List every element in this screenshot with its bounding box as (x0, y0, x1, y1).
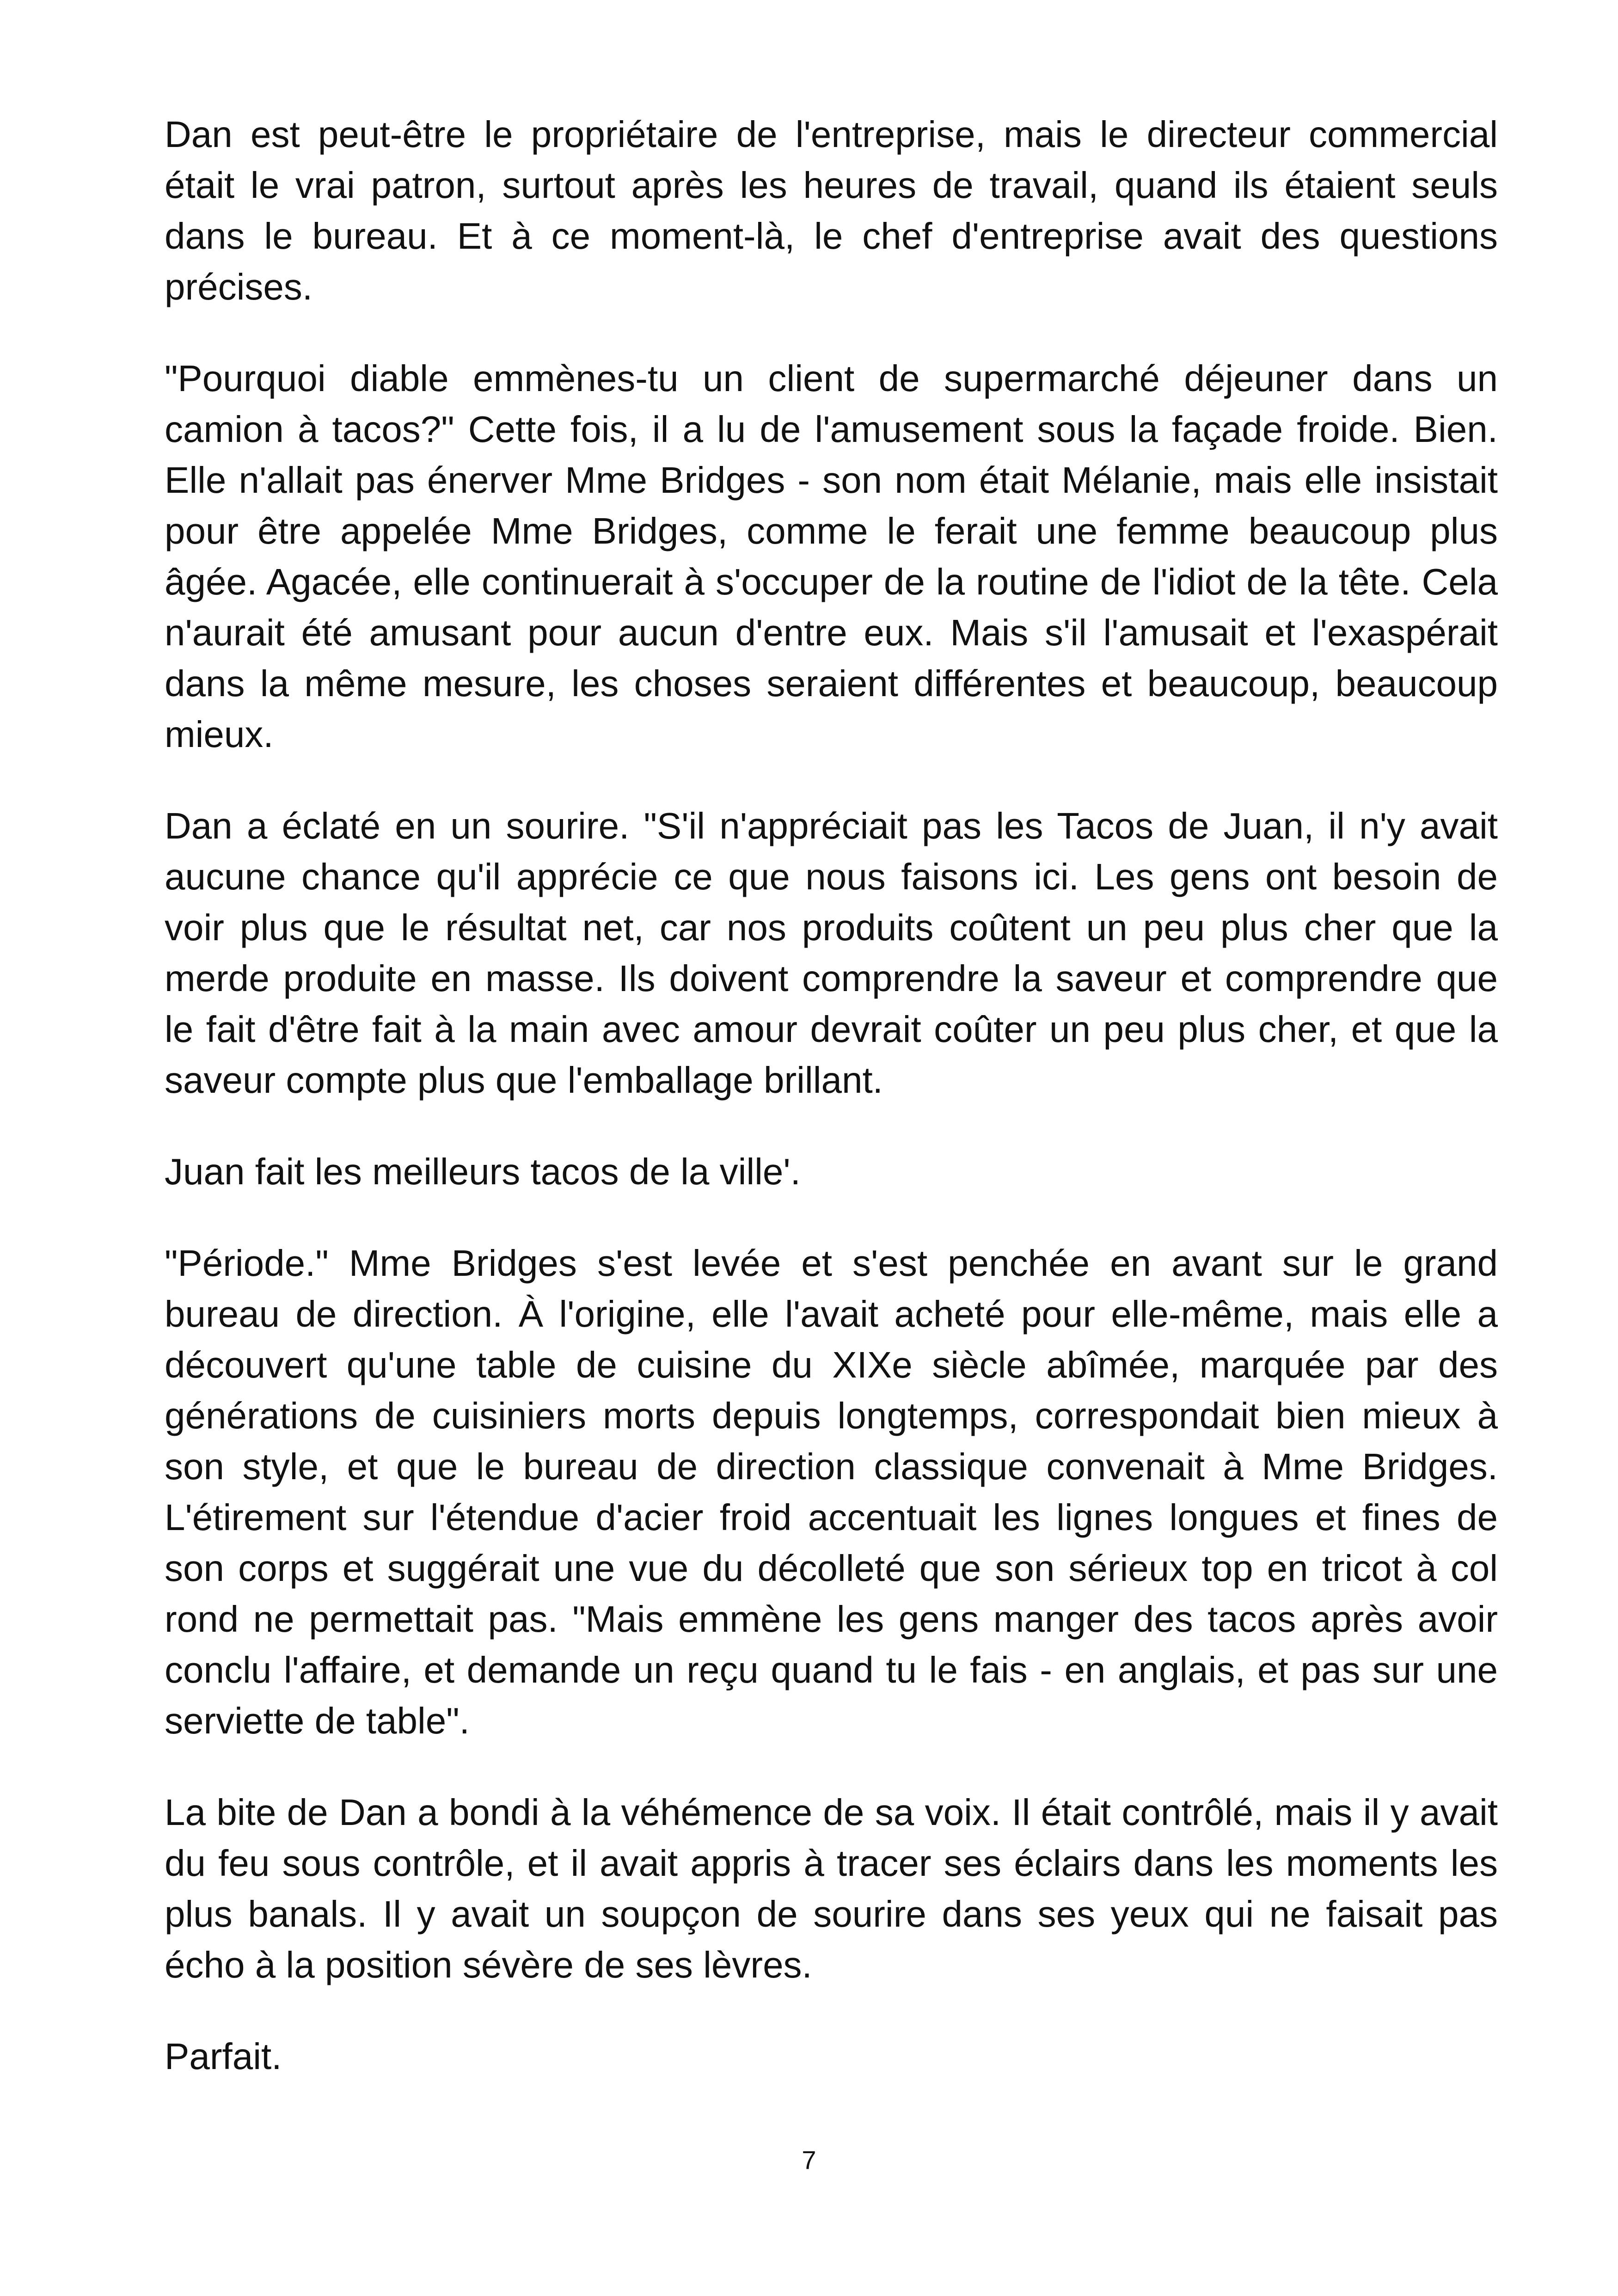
page-number: 7 (802, 2145, 816, 2174)
paragraph-3: Dan a éclaté en un sourire. "S'il n'appréciait pas les Tacos de Juan, il n'y avait aucune chance qu'il apprécie ce que nous faisons ici. Les gens ont besoin de voir plus que le résultat net, car nos produits coûtent un peu plus cher que la merde produite en masse. Ils doivent comprendre la saveur et comprendre que le fait d'être fait à la main avec amour devrait coûter un peu plus cher, et que la saveur compte plus que l'emballage brillant. (165, 805, 1498, 1101)
paragraph-6: La bite de Dan a bondi à la véhémence de sa voix. Il était contrôlé, mais il y avait du feu sous contrôle, et il avait appris à tracer ses éclairs dans les moments les plus banals. Il y avait un soupçon de sourire dans ses yeux qui ne faisait pas écho à la position sévère de ses lèvres. (165, 1792, 1498, 1985)
paragraph-1: Dan est peut-être le propriétaire de l'entreprise, mais le directeur commercial était le vrai patron, surtout après les heures de travail, quand ils étaient seuls dans le bureau. Et à ce moment-là, le chef d'entreprise avait des questions précises. (165, 114, 1498, 307)
paragraph-2: "Pourquoi diable emmènes-tu un client de supermarché déjeuner dans un camion à tacos?" Cette fois, il a lu de l'amusement sous la façade froide. Bien. Elle n'allait pas énerver Mme Bridges - son nom était Mélanie, mais elle insistait pour être appelée Mme Bridges, comme le ferait une femme beaucoup plus âgée. Agacée, elle continuerait à s'occuper de la routine de l'idiot de la tête. Cela n'aurait été amusant pour aucun d'entre eux. Mais s'il l'amusait et l'exaspérait dans la même mesure, les choses seraient différentes et beaucoup, beaucoup mieux. (165, 358, 1498, 755)
document-body (165, 109, 1498, 2123)
paragraph-7: Parfait. (165, 2036, 282, 2077)
paragraph-5: "Période." Mme Bridges s'est levée et s'est penchée en avant sur le grand bureau de direction. À l'origine, elle l'avait acheté pour elle-même, mais elle a découvert qu'une table de cuisine du XIXe siècle abîmée, marquée par des générations de cuisiniers morts depuis longtemps, correspondait bien mieux à son style, et que le bureau de direction classique convenait à Mme Bridges. L'étirement sur l'étendue d'acier froid accentuait les lignes longues et fines de son corps et suggérait une vue du décolleté que son sérieux top en tricot à col rond ne permettait pas. "Mais emmène les gens manger des tacos après avoir conclu l'affaire, et demande un reçu quand tu le fais - en anglais, et pas sur une serviette de table". (165, 1243, 1498, 1741)
paragraph-4: Juan fait les meilleurs tacos de la ville'. (165, 1151, 801, 1192)
